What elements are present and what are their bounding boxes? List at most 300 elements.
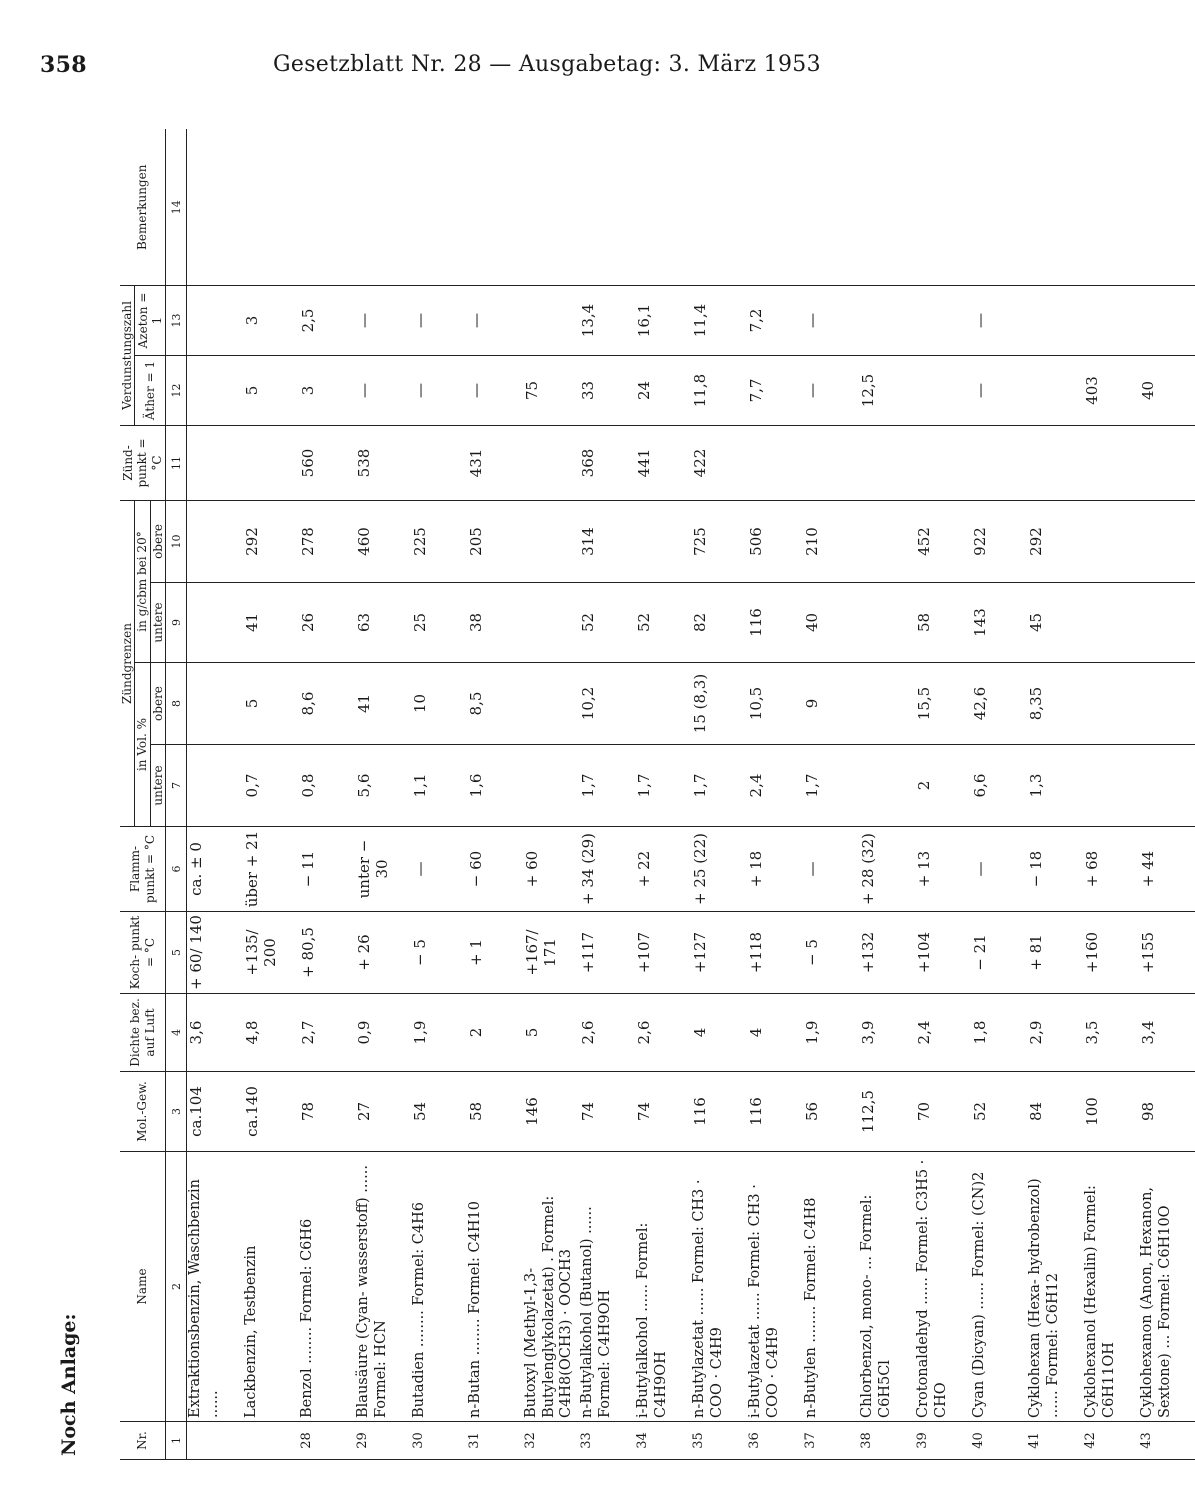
table-row (971, 129, 1027, 1459)
row-vol-obere: 41 (355, 663, 411, 745)
row-nr: 37 (803, 1422, 859, 1460)
row-zuendpunkt (859, 425, 915, 500)
row-zuendpunkt (971, 425, 1027, 500)
table-row (803, 129, 859, 1459)
row-name: Crotonaldehyd ...... Formel: C3H5 · CHO (915, 1152, 971, 1422)
row-g-untere: 82 (691, 583, 747, 663)
row-g-untere: 52 (635, 583, 691, 663)
rotated-table-area (32, 70, 1173, 1460)
row-flammpunkt: − 18 (1027, 827, 1083, 912)
row-g-obere: 725 (691, 500, 747, 582)
row-vol-untere: 6,6 (971, 745, 1027, 827)
row-zuendpunkt: 538 (355, 425, 411, 500)
row-name: Benzol ........ Formel: C6H6 (299, 1152, 355, 1422)
row-g-obere: 278 (299, 500, 355, 582)
row-vol-obere (523, 663, 579, 745)
row-aether: 5 (243, 355, 299, 425)
table-row (467, 129, 523, 1459)
row-zuendpunkt (523, 425, 579, 500)
row-bemerkungen (691, 129, 747, 285)
row-vol-untere: 1,7 (691, 745, 747, 827)
row-molgew: ca.104 (187, 1072, 244, 1152)
row-zuendpunkt (187, 425, 244, 500)
row-molgew: 54 (411, 1072, 467, 1152)
row-nr (187, 1422, 244, 1460)
row-zuendpunkt: 441 (635, 425, 691, 500)
row-azeton: 3 (243, 285, 299, 355)
row-g-obere: 210 (803, 500, 859, 582)
row-aether: 33 (579, 355, 635, 425)
table-row (1083, 129, 1139, 1459)
row-vol-obere: 10 (411, 663, 467, 745)
row-molgew: 84 (1027, 1072, 1083, 1152)
row-bemerkungen (915, 129, 971, 285)
col-dichte: Dichte bez. auf Luft (120, 994, 166, 1072)
row-g-obere: 225 (411, 500, 467, 582)
row-aether: 7,7 (747, 355, 803, 425)
row-kochpunkt: +117 (579, 912, 635, 994)
row-dichte: 1,9 (803, 994, 859, 1072)
row-flammpunkt: + 22 (635, 827, 691, 912)
row-nr: 32 (523, 1422, 579, 1460)
table-row (355, 129, 411, 1459)
row-dichte: 2,9 (1027, 994, 1083, 1072)
row-vol-obere: 8,5 (467, 663, 523, 745)
column-number: 2 (166, 1152, 187, 1422)
row-g-untere (523, 583, 579, 663)
row-flammpunkt: − 60 (467, 827, 523, 912)
row-kochpunkt: + 80,5 (299, 912, 355, 994)
row-flammpunkt: + 68 (1083, 827, 1139, 912)
row-vol-untere: 1,3 (1027, 745, 1083, 827)
row-vol-untere: 1,7 (803, 745, 859, 827)
row-g-untere: 143 (971, 583, 1027, 663)
row-vol-untere (1139, 745, 1195, 827)
column-number: 4 (166, 994, 187, 1072)
col-vol: in Vol. % (135, 663, 150, 827)
row-azeton (1083, 285, 1139, 355)
row-g-untere: 58 (915, 583, 971, 663)
row-dichte: 4 (747, 994, 803, 1072)
row-azeton: 13,4 (579, 285, 635, 355)
row-aether (1027, 355, 1083, 425)
row-dichte: 1,8 (971, 994, 1027, 1072)
row-vol-untere: 2,4 (747, 745, 803, 827)
row-molgew: 100 (1083, 1072, 1139, 1152)
row-dichte: 2,6 (579, 994, 635, 1072)
col-flamm: Flamm- punkt = °C (120, 827, 166, 912)
row-vol-obere: 8,35 (1027, 663, 1083, 745)
column-number: 1 (166, 1422, 187, 1460)
row-aether: — (803, 355, 859, 425)
row-azeton (915, 285, 971, 355)
row-aether (187, 355, 244, 425)
row-vol-untere: 0,7 (243, 745, 299, 827)
column-number: 12 (166, 355, 187, 425)
row-kochpunkt: + 81 (1027, 912, 1083, 994)
row-zuendpunkt (915, 425, 971, 500)
row-name: Lackbenzin, Testbenzin (243, 1152, 299, 1422)
column-number: 7 (166, 745, 187, 827)
row-zuendpunkt (1027, 425, 1083, 500)
row-g-untere: 45 (1027, 583, 1083, 663)
row-vol-obere (1139, 663, 1195, 745)
col-aether: Äther = 1 (135, 355, 166, 425)
table-row (579, 129, 635, 1459)
row-azeton: 16,1 (635, 285, 691, 355)
row-aether: 24 (635, 355, 691, 425)
row-vol-untere (1083, 745, 1139, 827)
col-vol-untere: untere (150, 745, 165, 827)
table-row (635, 129, 691, 1459)
row-dichte: 4,8 (243, 994, 299, 1072)
row-name: n-Butylen ........ Formel: C4H8 (803, 1152, 859, 1422)
row-name: n-Butylazetat ...... Formel: CH3 · COO · C4H9 (691, 1152, 747, 1422)
col-gcbm: in g/cbm bei 20° (135, 500, 150, 662)
row-azeton (859, 285, 915, 355)
row-name: Blausäure (Cyan- wasserstoff) ...... Formel: HCN (355, 1152, 411, 1422)
row-nr: 33 (579, 1422, 635, 1460)
column-number: 8 (166, 663, 187, 745)
row-name: Butadien ........ Formel: C4H6 (411, 1152, 467, 1422)
row-g-obere (1083, 500, 1139, 582)
row-aether: 12,5 (859, 355, 915, 425)
row-molgew: 98 (1139, 1072, 1195, 1152)
row-molgew: 116 (691, 1072, 747, 1152)
row-g-obere: 314 (579, 500, 635, 582)
table-row (691, 129, 747, 1459)
row-zuendpunkt (243, 425, 299, 500)
row-flammpunkt: unter − 30 (355, 827, 411, 912)
row-vol-untere: 1,7 (579, 745, 635, 827)
row-vol-untere (859, 745, 915, 827)
row-vol-obere (635, 663, 691, 745)
table-row (859, 129, 915, 1459)
row-kochpunkt: + 1 (467, 912, 523, 994)
column-number: 9 (166, 583, 187, 663)
row-name: Cyklohexan (Hexa- hydrobenzol) ...... Formel: C6H12 (1027, 1152, 1083, 1422)
row-dichte: 5 (523, 994, 579, 1072)
row-flammpunkt: über + 21 (243, 827, 299, 912)
row-kochpunkt: + 26 (355, 912, 411, 994)
row-vol-obere: 15,5 (915, 663, 971, 745)
row-kochpunkt: +118 (747, 912, 803, 994)
table-row (299, 129, 355, 1459)
row-g-untere: 25 (411, 583, 467, 663)
row-azeton: — (355, 285, 411, 355)
column-number: 5 (166, 912, 187, 994)
row-molgew: 116 (747, 1072, 803, 1152)
row-g-obere: 506 (747, 500, 803, 582)
row-g-untere: 63 (355, 583, 411, 663)
row-flammpunkt: + 18 (747, 827, 803, 912)
col-g-untere: untere (150, 583, 165, 663)
table-row (243, 129, 299, 1459)
row-g-untere: 116 (747, 583, 803, 663)
row-name: Cyklohexanol (Hexalin) Formel: C6H11OH (1083, 1152, 1139, 1422)
row-kochpunkt: − 5 (411, 912, 467, 994)
row-nr: 28 (299, 1422, 355, 1460)
row-aether (915, 355, 971, 425)
table-row (1027, 129, 1083, 1459)
row-flammpunkt: + 28 (32) (859, 827, 915, 912)
row-azeton: 2,5 (299, 285, 355, 355)
row-aether: 403 (1083, 355, 1139, 425)
row-flammpunkt: + 25 (22) (691, 827, 747, 912)
row-vol-untere: 2 (915, 745, 971, 827)
row-bemerkungen (243, 129, 299, 285)
row-molgew: 146 (523, 1072, 579, 1152)
row-dichte: 2,6 (635, 994, 691, 1072)
row-zuendpunkt: 560 (299, 425, 355, 500)
row-g-obere (859, 500, 915, 582)
row-bemerkungen (635, 129, 691, 285)
row-name: n-Butylalkohol (Butanol) ...... Formel: C4H9OH (579, 1152, 635, 1422)
row-nr: 40 (971, 1422, 1027, 1460)
row-name: Chlorbenzol, mono- ... Formel: C6H5Cl (859, 1152, 915, 1422)
row-aether: — (411, 355, 467, 425)
row-kochpunkt: +135/ 200 (243, 912, 299, 994)
row-g-obere: 292 (1027, 500, 1083, 582)
row-dichte: 3,4 (1139, 994, 1195, 1072)
row-zuendpunkt: 431 (467, 425, 523, 500)
col-bemerkungen: Bemerkungen (120, 129, 166, 285)
row-bemerkungen (299, 129, 355, 285)
row-azeton: — (971, 285, 1027, 355)
row-zuendpunkt (1083, 425, 1139, 500)
row-name: i-Butylazetat ...... Formel: CH3 · COO · C4H9 (747, 1152, 803, 1422)
column-number: 11 (166, 425, 187, 500)
row-flammpunkt: + 34 (29) (579, 827, 635, 912)
row-kochpunkt: − 5 (803, 912, 859, 994)
row-vol-obere (187, 663, 244, 745)
row-azeton: — (411, 285, 467, 355)
table-row (411, 129, 467, 1459)
row-molgew: 78 (299, 1072, 355, 1152)
page-number: 358 (40, 52, 87, 78)
row-flammpunkt: − 11 (299, 827, 355, 912)
row-flammpunkt: — (971, 827, 1027, 912)
row-name: i-Butylalkohol ...... Formel: C4H9OH (635, 1152, 691, 1422)
row-bemerkungen (187, 129, 244, 285)
row-nr: 36 (747, 1422, 803, 1460)
row-g-untere: 26 (299, 583, 355, 663)
col-nr: Nr. (120, 1422, 166, 1460)
row-azeton (1139, 285, 1195, 355)
row-bemerkungen (747, 129, 803, 285)
row-aether: — (971, 355, 1027, 425)
table-row (915, 129, 971, 1459)
column-number: 14 (166, 129, 187, 285)
column-number: 10 (166, 500, 187, 582)
row-name: Butoxyl (Methyl-1,3- Butylenglykolazetat) . Formel: C4H8(OCH3) · OOCH3 (523, 1152, 579, 1422)
row-azeton (187, 285, 244, 355)
row-kochpunkt: +127 (691, 912, 747, 994)
row-bemerkungen (1083, 129, 1139, 285)
row-azeton: — (803, 285, 859, 355)
row-kochpunkt: − 21 (971, 912, 1027, 994)
row-vol-obere: 5 (243, 663, 299, 745)
row-g-obere (523, 500, 579, 582)
row-g-obere (187, 500, 244, 582)
row-g-obere: 460 (355, 500, 411, 582)
row-bemerkungen (523, 129, 579, 285)
row-flammpunkt: ca. ± 0 (187, 827, 244, 912)
row-zuendpunkt (411, 425, 467, 500)
row-bemerkungen (355, 129, 411, 285)
table-row (187, 129, 244, 1459)
row-nr: 31 (467, 1422, 523, 1460)
row-zuendpunkt (1139, 425, 1195, 500)
row-vol-obere: 10,2 (579, 663, 635, 745)
row-kochpunkt: +107 (635, 912, 691, 994)
row-kochpunkt: +132 (859, 912, 915, 994)
row-aether: 11,8 (691, 355, 747, 425)
row-vol-untere: 0,8 (299, 745, 355, 827)
column-number: 6 (166, 827, 187, 912)
row-kochpunkt: +104 (915, 912, 971, 994)
section-label: Noch Anlage: (58, 1313, 80, 1456)
page-title: Gesetzblatt Nr. 28 — Ausgabetag: 3. März 1953 (273, 52, 821, 77)
row-bemerkungen (803, 129, 859, 285)
row-g-obere (635, 500, 691, 582)
row-g-obere: 205 (467, 500, 523, 582)
row-zuendpunkt: 422 (691, 425, 747, 500)
col-zuendgrenzen: Zündgrenzen (120, 500, 135, 826)
row-name: Cyan (Dicyan) ...... Formel: (CN)2 (971, 1152, 1027, 1422)
row-vol-untere: 5,6 (355, 745, 411, 827)
col-verdunstung: Verdunstungszahl (120, 285, 135, 425)
column-number: 13 (166, 285, 187, 355)
col-azeton: Azeton = 1 (135, 285, 166, 355)
row-nr: 39 (915, 1422, 971, 1460)
col-name: Name (120, 1152, 166, 1422)
col-koch: Koch- punkt = °C (120, 912, 166, 994)
row-g-obere (1139, 500, 1195, 582)
row-dichte: 3,5 (1083, 994, 1139, 1072)
row-aether: — (467, 355, 523, 425)
row-aether: 75 (523, 355, 579, 425)
table-row (747, 129, 803, 1459)
row-molgew: 58 (467, 1072, 523, 1152)
row-flammpunkt: + 44 (1139, 827, 1195, 912)
row-vol-untere: 1,6 (467, 745, 523, 827)
row-flammpunkt: + 60 (523, 827, 579, 912)
row-g-untere: 41 (243, 583, 299, 663)
row-g-untere (859, 583, 915, 663)
row-molgew: 27 (355, 1072, 411, 1152)
row-g-untere (1083, 583, 1139, 663)
row-name: Cyklohexanon (Anon, Hexanon, Sextone) ... Formel: C6H10O (1139, 1152, 1195, 1422)
row-dichte: 0,9 (355, 994, 411, 1072)
row-azeton: 11,4 (691, 285, 747, 355)
row-vol-untere (523, 745, 579, 827)
row-bemerkungen (579, 129, 635, 285)
row-g-obere: 922 (971, 500, 1027, 582)
row-azeton: 7,2 (747, 285, 803, 355)
row-nr: 43 (1139, 1422, 1195, 1460)
row-molgew: ca.140 (243, 1072, 299, 1152)
row-zuendpunkt (803, 425, 859, 500)
row-vol-obere (859, 663, 915, 745)
row-vol-obere: 9 (803, 663, 859, 745)
row-name: n-Butan ........ Formel: C4H10 (467, 1152, 523, 1422)
row-g-obere: 292 (243, 500, 299, 582)
row-dichte: 4 (691, 994, 747, 1072)
row-name: Extraktionsbenzin, Waschbenzin ...... (187, 1152, 244, 1422)
row-molgew: 56 (803, 1072, 859, 1152)
row-vol-untere: 1,1 (411, 745, 467, 827)
row-g-untere: 38 (467, 583, 523, 663)
row-dichte: 2,4 (915, 994, 971, 1072)
row-kochpunkt: +167/ 171 (523, 912, 579, 994)
row-vol-obere (1083, 663, 1139, 745)
row-molgew: 70 (915, 1072, 971, 1152)
row-dichte: 3,9 (859, 994, 915, 1072)
row-bemerkungen (411, 129, 467, 285)
row-kochpunkt: +160 (1083, 912, 1139, 994)
col-mol: Mol.-Gew. (120, 1072, 166, 1152)
row-dichte: 2,7 (299, 994, 355, 1072)
row-bemerkungen (1027, 129, 1083, 285)
row-vol-obere: 8,6 (299, 663, 355, 745)
row-flammpunkt: — (803, 827, 859, 912)
row-nr: 30 (411, 1422, 467, 1460)
row-vol-untere: 1,7 (635, 745, 691, 827)
row-aether: 40 (1139, 355, 1195, 425)
table-row (1139, 129, 1195, 1459)
row-molgew: 74 (579, 1072, 635, 1152)
row-vol-obere: 15 (8,3) (691, 663, 747, 745)
row-azeton: — (467, 285, 523, 355)
row-nr: 34 (635, 1422, 691, 1460)
row-nr: 35 (691, 1422, 747, 1460)
row-g-obere: 452 (915, 500, 971, 582)
row-nr (243, 1422, 299, 1460)
row-vol-untere (187, 745, 244, 827)
row-molgew: 52 (971, 1072, 1027, 1152)
row-vol-obere: 42,6 (971, 663, 1027, 745)
row-zuendpunkt (747, 425, 803, 500)
col-g-obere: obere (150, 500, 165, 582)
row-azeton (523, 285, 579, 355)
col-vol-obere: obere (150, 663, 165, 745)
row-molgew: 112,5 (859, 1072, 915, 1152)
row-aether: 3 (299, 355, 355, 425)
col-zuendpunkt: Zünd- punkt = °C (120, 425, 166, 500)
row-molgew: 74 (635, 1072, 691, 1152)
row-flammpunkt: + 13 (915, 827, 971, 912)
row-kochpunkt: +155 (1139, 912, 1195, 994)
column-number: 3 (166, 1072, 187, 1152)
row-nr: 42 (1083, 1422, 1139, 1460)
row-bemerkungen (971, 129, 1027, 285)
row-nr: 41 (1027, 1422, 1083, 1460)
row-dichte: 1,9 (411, 994, 467, 1072)
row-bemerkungen (467, 129, 523, 285)
row-azeton (1027, 285, 1083, 355)
row-nr: 29 (355, 1422, 411, 1460)
row-dichte: 2 (467, 994, 523, 1072)
row-kochpunkt: + 60/ 140 (187, 912, 244, 994)
row-dichte: 3,6 (187, 994, 244, 1072)
row-bemerkungen (1139, 129, 1195, 285)
row-bemerkungen (859, 129, 915, 285)
row-zuendpunkt: 368 (579, 425, 635, 500)
row-g-untere (1139, 583, 1195, 663)
row-nr: 38 (859, 1422, 915, 1460)
row-vol-obere: 10,5 (747, 663, 803, 745)
